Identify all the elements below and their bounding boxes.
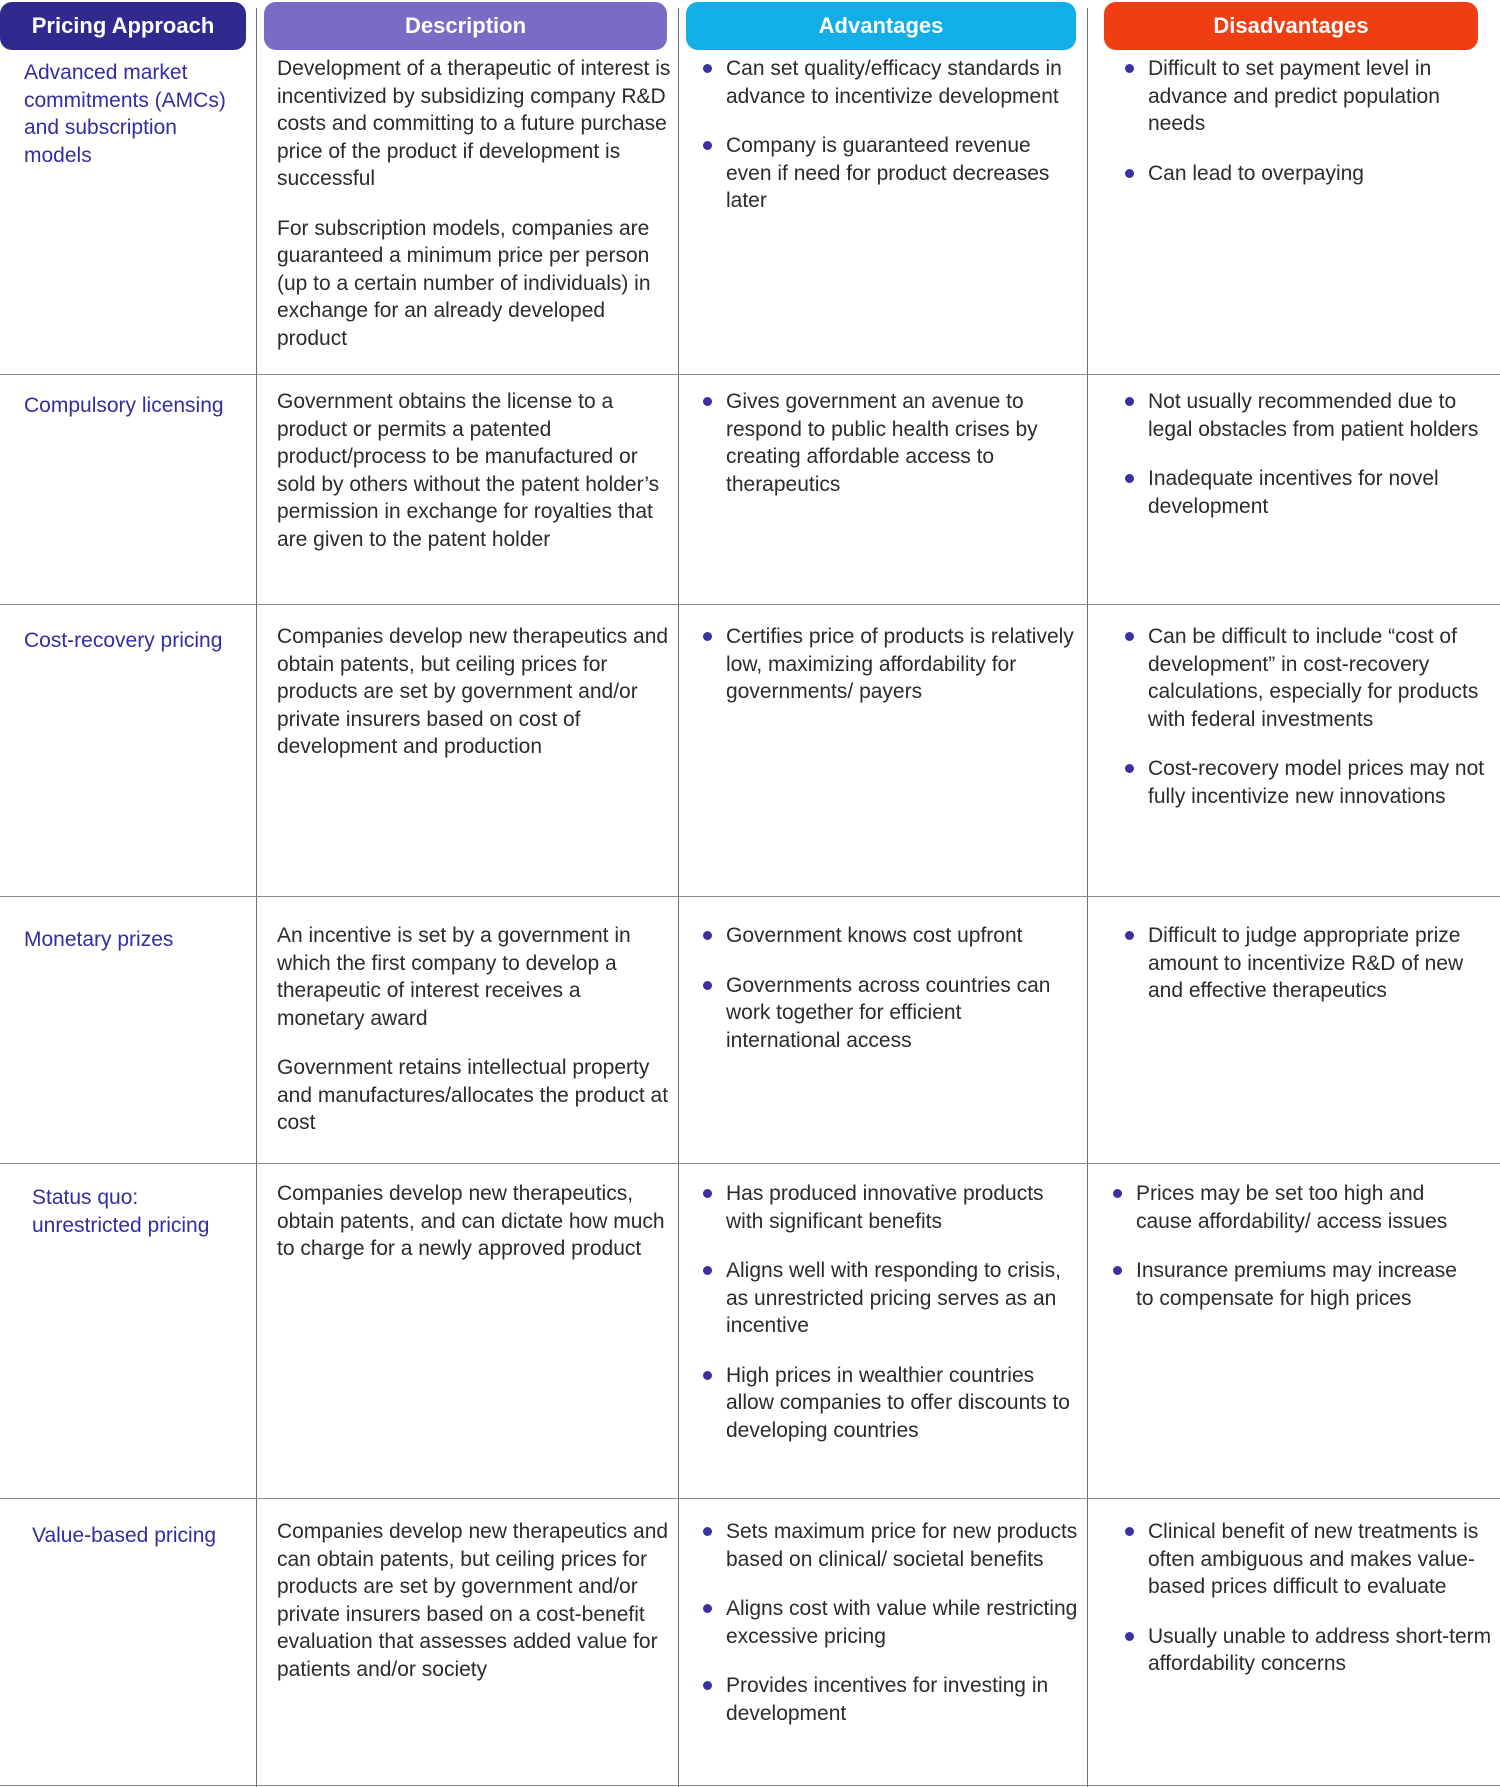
advantages-cell xyxy=(700,922,1080,1076)
description-paragraph: Government retains intellectual property and manufactures/allocates the product at cost xyxy=(277,1056,669,1134)
header-disadvantages: Disadvantages xyxy=(1104,2,1478,50)
disadvantages-cell xyxy=(1122,388,1492,542)
advantage-item: Aligns cost with value while restricting excessive pricing xyxy=(700,1595,1080,1650)
advantages-cell xyxy=(700,1518,1080,1749)
description-paragraph: Companies develop new therapeutics, obtain patents, and can dictate how much to charge for a newly approved product xyxy=(277,1182,665,1260)
description-cell xyxy=(277,922,672,1159)
column-divider xyxy=(1087,8,1088,1787)
advantage-item: Company is guaranteed revenue even if need for product decreases later xyxy=(700,132,1080,215)
description-paragraph: Companies develop new therapeutics and can obtain patents, but ceiling prices for products are set by government and/or private insurers based on a cost-benefit evaluation that assesses added value for patients and/or society xyxy=(277,1520,669,1681)
bullet-list xyxy=(700,922,1080,1054)
description-cell xyxy=(277,388,672,575)
pricing-approach-label: Value-based pricing xyxy=(32,1524,217,1547)
description-paragraph: Development of a therapeutic of interest is incentivized by subsidizing company R&D costs and committing to a future purchase price of the product if development is successful xyxy=(277,57,671,190)
disadvantage-item: Difficult to judge appropriate prize amount to incentivize R&D of new and effective therapeutics xyxy=(1122,922,1492,1005)
description-paragraph: Government obtains the license to a product or permits a patented product/process to be manufactured or sold by others without the patent holder’s permission in exchange for royalties that are given to the patent holder xyxy=(277,390,660,551)
pricing-approach-label: Status quo: unrestricted pricing xyxy=(32,1186,210,1237)
disadvantage-item: Cost-recovery model prices may not fully incentivize new innovations xyxy=(1122,755,1492,810)
bullet-list xyxy=(700,623,1080,706)
disadvantages-cell xyxy=(1122,922,1492,1027)
disadvantage-item: Prices may be set too high and cause affordability/ access issues xyxy=(1110,1180,1480,1235)
bullet-list xyxy=(700,388,1080,498)
disadvantage-item: Can be difficult to include “cost of development” in cost-recovery calculations, especially for products with federal investments xyxy=(1122,623,1492,733)
row-divider xyxy=(0,374,1500,375)
column-divider xyxy=(256,8,257,1787)
header-advantages: Advantages xyxy=(686,2,1076,50)
description-cell xyxy=(277,1180,672,1285)
header-pricing-approach: Pricing Approach xyxy=(0,2,246,50)
advantages-cell xyxy=(700,623,1080,728)
description-cell xyxy=(277,623,672,783)
advantage-item: Governments across countries can work together for efficient international access xyxy=(700,972,1080,1055)
advantages-cell xyxy=(700,388,1080,520)
advantage-item: Sets maximum price for new products based on clinical/ societal benefits xyxy=(700,1518,1080,1573)
bullet-list xyxy=(1122,1518,1498,1678)
bullet-list xyxy=(1110,1180,1480,1312)
row-divider xyxy=(0,1163,1500,1164)
advantage-item: Provides incentives for investing in development xyxy=(700,1672,1080,1727)
description-paragraph: For subscription models, companies are guaranteed a minimum price per person (up to a certain number of individuals) in exchange for an already developed product xyxy=(277,216,651,350)
disadvantage-item: Difficult to set payment level in advance and predict population needs xyxy=(1122,55,1492,138)
advantages-cell xyxy=(700,55,1080,237)
advantage-item: Certifies price of products is relatively low, maximizing affordability for governments/ payers xyxy=(700,623,1080,706)
bullet-list xyxy=(1122,623,1492,810)
pricing-approach-label: Compulsory licensing xyxy=(24,394,224,417)
description-cell xyxy=(277,1518,672,1705)
description-paragraph: An incentive is set by a government in which the first company to develop a therapeutic of interest receives a monetary award xyxy=(277,924,631,1030)
disadvantage-item: Not usually recommended due to legal obstacles from patient holders xyxy=(1122,388,1492,443)
row-divider xyxy=(0,604,1500,605)
advantages-cell xyxy=(700,1180,1080,1466)
disadvantage-item: Inadequate incentives for novel development xyxy=(1122,465,1492,520)
advantage-item: High prices in wealthier countries allow companies to offer discounts to developing countries xyxy=(700,1362,1080,1445)
pricing-approach-label: Monetary prizes xyxy=(24,928,174,951)
advantage-item: Can set quality/efficacy standards in advance to incentivize development xyxy=(700,55,1080,110)
bullet-list xyxy=(700,1518,1080,1727)
disadvantages-cell xyxy=(1110,1180,1480,1334)
row-divider xyxy=(0,896,1500,897)
pricing-approach-label: Advanced market commitments (AMCs) and subscription models xyxy=(24,61,226,167)
disadvantage-item: Usually unable to address short-term affordability concerns xyxy=(1122,1623,1498,1678)
disadvantages-cell xyxy=(1122,1518,1498,1700)
disadvantages-cell xyxy=(1122,55,1492,209)
bullet-list xyxy=(1122,388,1492,520)
description-paragraph: Companies develop new therapeutics and obtain patents, but ceiling prices for products are set by government and/or private insurers based on cost of development and production xyxy=(277,625,669,758)
disadvantage-item: Insurance premiums may increase to compensate for high prices xyxy=(1110,1257,1480,1312)
header-description: Description xyxy=(264,2,667,50)
bullet-list xyxy=(700,55,1080,215)
row-divider xyxy=(0,1785,1500,1786)
advantage-item: Gives government an avenue to respond to public health crises by creating affordable access to therapeutics xyxy=(700,388,1080,498)
bullet-list xyxy=(1122,922,1492,1005)
disadvantages-cell xyxy=(1122,623,1492,832)
advantage-item: Aligns well with responding to crisis, as unrestricted pricing serves as an incentive xyxy=(700,1257,1080,1340)
advantage-item: Has produced innovative products with significant benefits xyxy=(700,1180,1080,1235)
advantage-item: Government knows cost upfront xyxy=(700,922,1080,950)
description-cell xyxy=(277,55,672,374)
disadvantage-item: Clinical benefit of new treatments is often ambiguous and makes value-based prices difficult to evaluate xyxy=(1122,1518,1498,1601)
row-divider xyxy=(0,1498,1500,1499)
bullet-list xyxy=(1122,55,1492,187)
column-divider xyxy=(678,8,679,1787)
disadvantage-item: Can lead to overpaying xyxy=(1122,160,1492,188)
pricing-approach-label: Cost-recovery pricing xyxy=(24,629,223,652)
bullet-list xyxy=(700,1180,1080,1444)
